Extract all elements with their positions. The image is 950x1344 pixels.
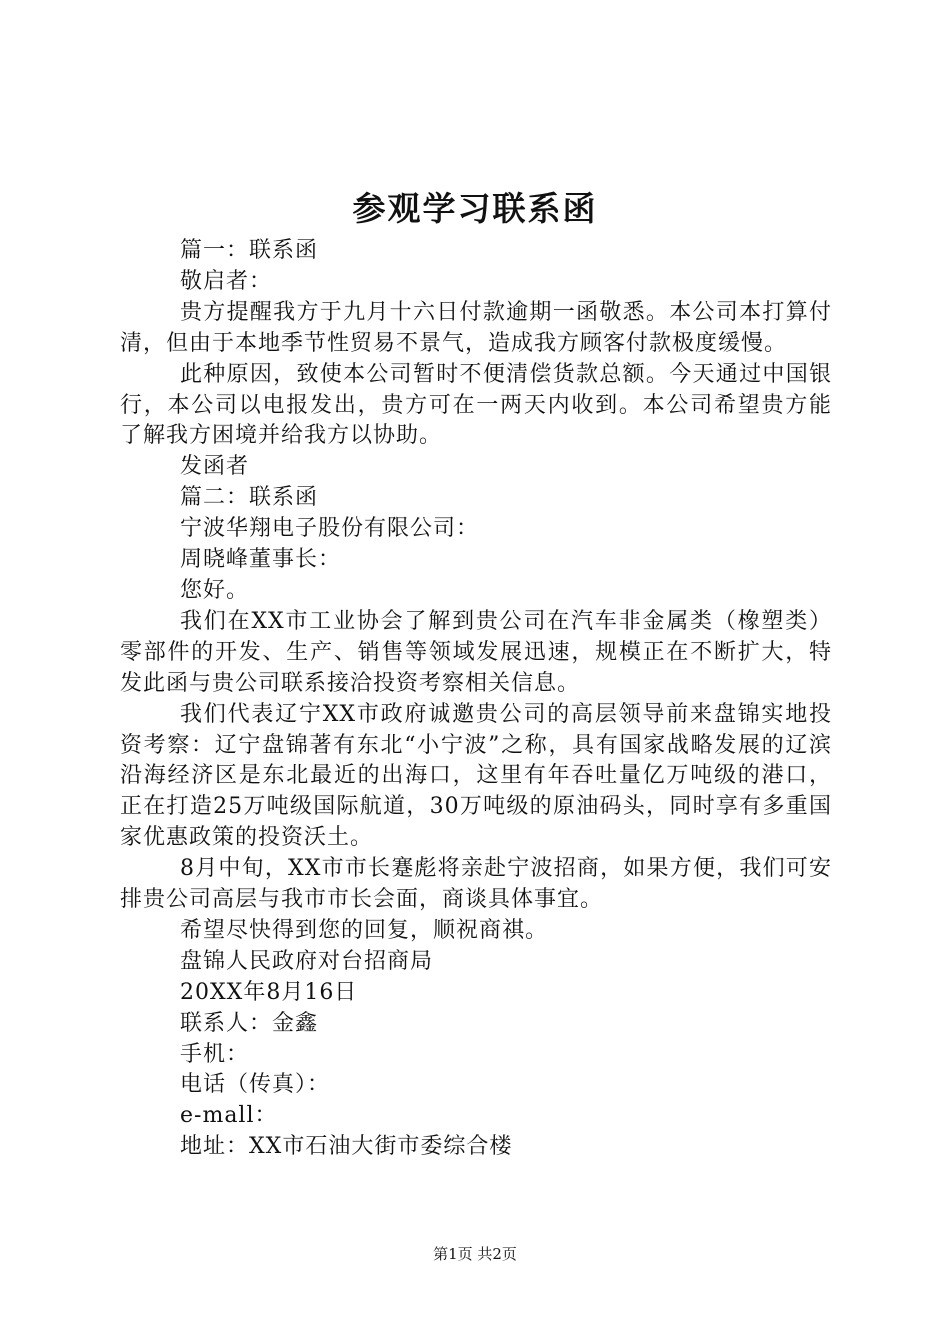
- paragraph: 发函者: [180, 454, 250, 480]
- paragraph: 篇二：联系函: [180, 485, 319, 511]
- paragraph: 地址：XX市石油大街市委综合楼: [180, 1134, 513, 1160]
- paragraph: 您好。: [180, 577, 250, 603]
- paragraph: 盘锦人民政府对台招商局: [180, 948, 434, 974]
- paragraph: 电话（传真）：: [180, 1072, 331, 1098]
- paragraph: 篇一：联系函: [180, 238, 319, 263]
- paragraph: 敬启者：: [180, 268, 273, 294]
- page-footer: 第1页 共2页: [433, 1245, 517, 1263]
- paragraph: 宁波华翔电子股份有限公司：: [180, 516, 480, 542]
- paragraph: e-mall：: [180, 1103, 278, 1129]
- paragraph: 我们在XX市工业协会了解到贵公司在汽车非金属类（橡塑类）零部件的开发、生产、销售等领域发展迅速，规模正在不断扩大，特发此函与贵公司联系接洽投资考察相关信息。: [120, 608, 832, 696]
- paragraph: 8月中旬，XX市市长蹇彪将亲赴宁波招商，如果方便，我们可安排贵公司高层与我市市长会面，商谈具体事宜。: [120, 856, 832, 913]
- paragraph: 此种原因，致使本公司暂时不便清偿货款总额。今天通过中国银行，本公司以电报发出，贵方可在一两天内收到。本公司希望贵方能了解我方困境并给我方以协助。: [120, 361, 832, 449]
- document-title: 参观学习联系函: [352, 189, 598, 228]
- paragraph: 贵方提醒我方于九月十六日付款逾期一函敬悉。本公司本打算付清，但由于本地季节性贸易不景气，造成我方顾客付款极度缓慢。: [120, 299, 832, 356]
- paragraph: 周晓峰董事长：: [180, 547, 342, 573]
- paragraph: 希望尽快得到您的回复，顺祝商祺。: [180, 917, 549, 943]
- paragraph: 手机：: [180, 1041, 250, 1067]
- paragraph: 20XX年8月16日: [180, 979, 358, 1005]
- paragraph: 联系人：金鑫: [180, 1010, 319, 1036]
- document-body: [120, 236, 832, 1163]
- paragraph: 我们代表辽宁XX市政府诚邀贵公司的高层领导前来盘锦实地投资考察：辽宁盘锦著有东北“小宁波”之称，具有国家战略发展的辽滨沿海经济区是东北最近的出海口，这里有年吞吐量亿万吨级的港口，正在打造25万吨级国际航道，30万吨级的原油码头，同时享有多重国家优惠政策的投资沃土。: [120, 701, 832, 851]
